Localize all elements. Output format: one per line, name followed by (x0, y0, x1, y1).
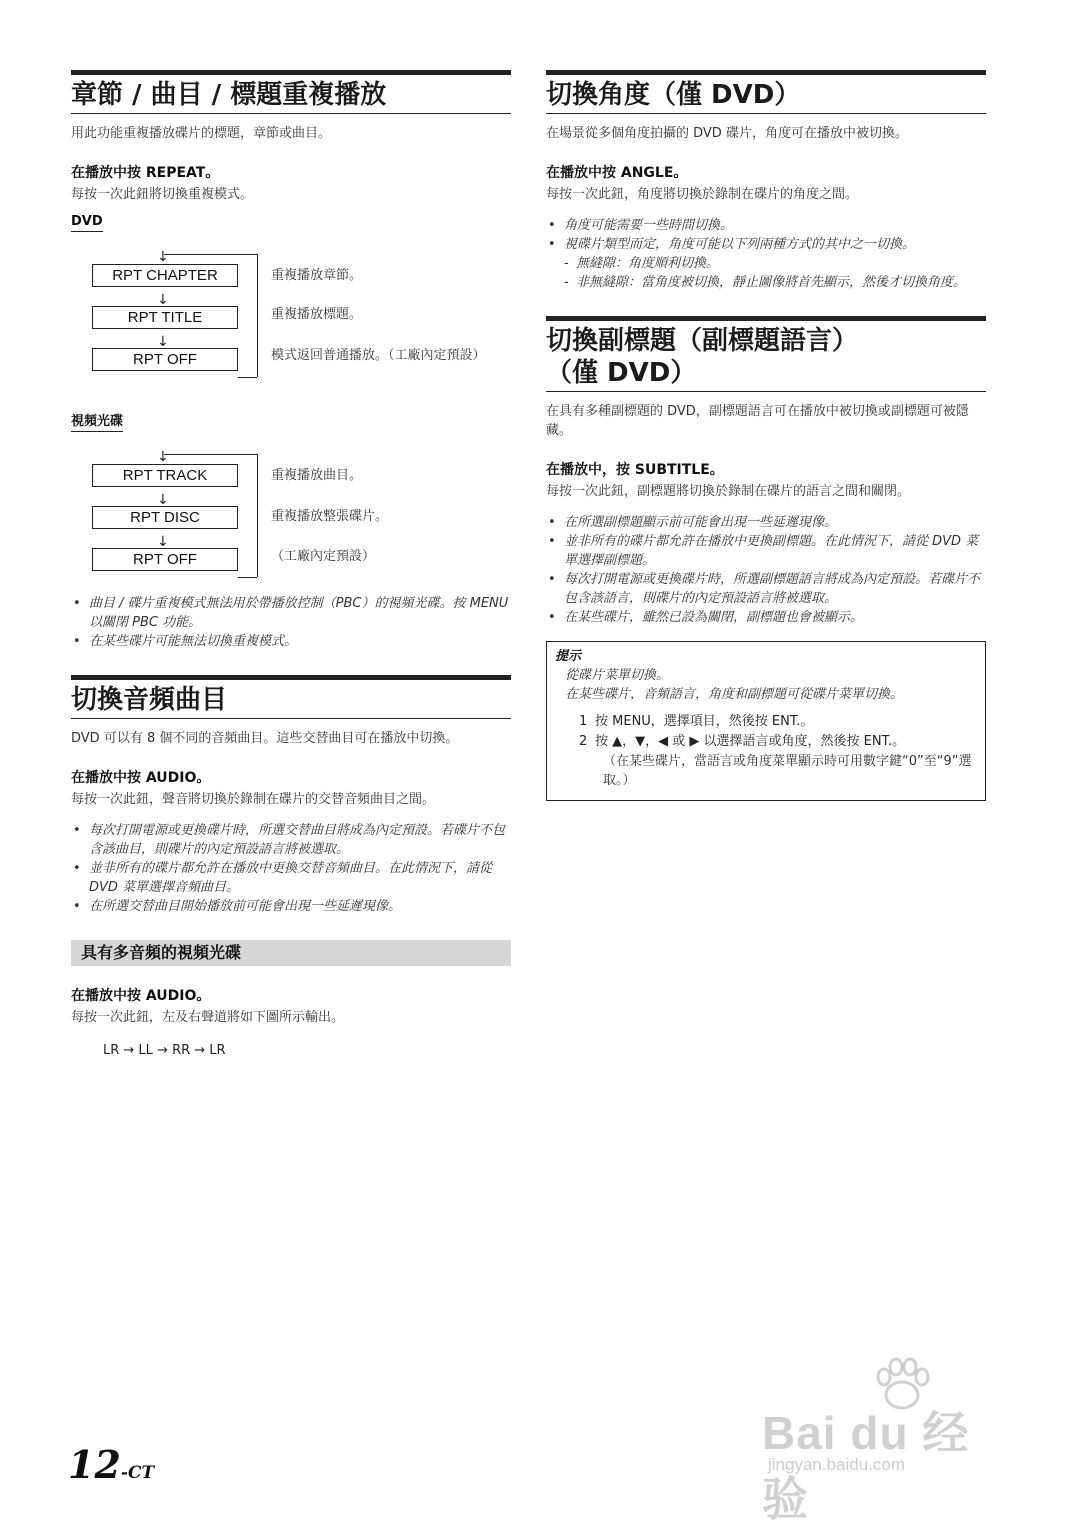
tip-line: 從碟片菜單切換。 (565, 668, 670, 683)
arrow-down-icon: ↓ (157, 249, 169, 265)
flow-desc: （工廠內定預設） (271, 549, 376, 564)
subtitle-instruction-desc: 每按一次此鈕，副標題將切換於錄制在碟片的語言之間和關閉。 (546, 484, 911, 499)
tip-line: 在某些碟片，音頻語言，角度和副標題可從碟片菜單切換。 (565, 687, 904, 702)
flow-box: RPT DISC (92, 506, 238, 529)
watermark-brand: Bai du 经验 (762, 1407, 970, 1525)
step-number: 1 (579, 714, 588, 729)
loop-line (238, 377, 257, 378)
audio-intro: DVD 可以有 8 個不同的音頻曲目。這些交替曲目可在播放中切換。 (71, 731, 459, 746)
list-item: • 在所選交替曲目開始播放前可能會出現一些延遲現像。 (71, 897, 511, 916)
repeat-instruction: 在播放中按 REPEAT。 (71, 165, 220, 181)
arrow-down-icon: ↓ (157, 292, 169, 308)
vcd-label: 視頻光碟 (71, 410, 123, 432)
step-number: 2 (579, 734, 588, 749)
subtitle-title-line1: 切換副標題（副標題語言） (546, 326, 859, 356)
flow-box: RPT TITLE (92, 306, 238, 329)
repeat-intro: 用此功能重複播放碟片的標題，章節或曲目。 (71, 126, 332, 141)
list-item: • 並非所有的碟片都允許在播放中更換交替音頻曲目。在此情況下，請從 DVD 菜單選擇音頻曲目。 (71, 859, 511, 897)
flow-box: RPT TRACK (92, 464, 238, 487)
loop-line (238, 577, 257, 578)
subtitle-notes (546, 513, 986, 627)
list-item: • 視碟片類型而定，角度可能以下列兩種方式的其中之一切換。 (546, 235, 986, 254)
audio-notes (71, 821, 511, 916)
list-item: • 每次打開電源或更換碟片時，所選副標題語言將成為內定預設。若碟片不包含該語言，則碟片的內定預設語言將被選取。 (546, 570, 986, 608)
step-text: 按 MENU，選擇項目，然後按 ENT.。 (595, 714, 814, 729)
angle-instruction: 在播放中按 ANGLE。 (546, 165, 688, 181)
list-item: • 角度可能需要一些時間切換。 (546, 216, 986, 235)
watermark (762, 1355, 1012, 1525)
arrow-down-icon: ↓ (157, 492, 169, 508)
left-column (71, 70, 511, 1058)
flow-desc: 重複播放章節。 (271, 268, 363, 283)
right-column (546, 70, 986, 801)
subsection-title-multi-audio: 具有多音頻的視頻光碟 (71, 940, 511, 966)
section-title-repeat: 章節 / 曲目 / 標題重複播放 (71, 70, 511, 114)
flow-box: RPT OFF (92, 548, 238, 571)
arrow-down-icon: ↓ (157, 334, 169, 350)
flow-box: RPT CHAPTER (92, 264, 238, 287)
repeat-notes (71, 594, 511, 651)
page-number-value: 12 (68, 1442, 121, 1487)
list-item: • 並非所有的碟片都允許在播放中更換副標題。在此情況下，請從 DVD 菜單選擇副標題。 (546, 532, 986, 570)
audio-instruction: 在播放中按 AUDIO。 (71, 770, 211, 786)
flow-desc: 重複播放整張碟片。 (271, 509, 389, 524)
dvd-repeat-flow (71, 240, 511, 400)
list-item: - 無縫隙：角度順利切換。 (564, 254, 986, 273)
list-item: - 非無縫隙：當角度被切換，靜止圖像將首先顯示，然後才切換角度。 (564, 273, 986, 292)
list-item: • 每次打開電源或更換碟片時，所選交替曲目將成為內定預設。若碟片不包含該曲目，則碟片的內定預設語言將被選取。 (71, 821, 511, 859)
section-title-angle: 切換角度（僅 DVD） (546, 70, 986, 114)
section-title-subtitle (546, 316, 986, 392)
list-item (555, 732, 975, 752)
audio-instruction-desc: 每按一次此鈕，聲音將切換於錄制在碟片的交替音頻曲目之間。 (71, 792, 436, 807)
page-number (68, 1442, 154, 1487)
channel-sequence: LR → LL → RR → LR (103, 1043, 226, 1058)
loop-line (257, 254, 258, 377)
subtitle-intro: 在具有多種副標題的 DVD，副標題語言可在播放中被切換或副標題可被隱藏。 (546, 404, 969, 438)
repeat-instruction-desc: 每按一次此鈕將切換重複模式。 (71, 187, 254, 202)
flow-desc: 重複播放標題。 (271, 307, 363, 322)
subtitle-instruction: 在播放中，按 SUBTITLE。 (546, 462, 724, 478)
angle-switch-modes (546, 254, 986, 292)
step-text: 按 ▲，▼，◀ 或 ▶ 以選擇語言或角度，然後按 ENT.。 (595, 734, 906, 749)
loop-line (164, 254, 257, 255)
multi-audio-desc: 每按一次此鈕，左及右聲道將如下圖所示輸出。 (71, 1010, 345, 1025)
flow-box: RPT OFF (92, 348, 238, 371)
subtitle-title-line2: （僅 DVD） (546, 358, 697, 388)
section-title-audio: 切換音頻曲目 (71, 675, 511, 719)
tip-note: （在某些碟片，當語言或角度菜單顯示時可用數字鍵“0”至“9”選取。） (603, 754, 972, 788)
tip-box (546, 641, 986, 801)
dvd-label: DVD (71, 214, 103, 232)
vcd-repeat-flow (71, 440, 511, 590)
loop-line (164, 454, 257, 455)
list-item (555, 712, 975, 732)
list-item: • 在所選副標題顯示前可能會出現一些延遲現像。 (546, 513, 986, 532)
angle-intro: 在場景從多個角度拍攝的 DVD 碟片，角度可在播放中被切換。 (546, 126, 908, 141)
loop-line (257, 454, 258, 577)
flow-desc: 模式返回普通播放。（工廠內定預設） (271, 348, 486, 363)
arrow-down-icon: ↓ (157, 449, 169, 465)
tip-title: 提示 (555, 649, 582, 664)
list-item: • 在某些碟片，雖然已設為關閉，副標題也會被顯示。 (546, 608, 986, 627)
tip-steps (555, 712, 975, 752)
multi-audio-instruction: 在播放中按 AUDIO。 (71, 988, 211, 1004)
watermark-url: jingyan.baidu.com (768, 1455, 906, 1474)
page-number-suffix: -CT (120, 1463, 155, 1483)
angle-instruction-desc: 每按一次此鈕，角度將切換於錄制在碟片的角度之間。 (546, 187, 859, 202)
arrow-down-icon: ↓ (157, 534, 169, 550)
angle-notes (546, 216, 986, 254)
list-item: • 曲目 / 碟片重複模式無法用於帶播放控制（PBC）的視頻光碟。按 MENU 以關閉 PBC 功能。 (71, 594, 511, 632)
flow-desc: 重複播放曲目。 (271, 468, 363, 483)
list-item: • 在某些碟片可能無法切換重複模式。 (71, 632, 511, 651)
